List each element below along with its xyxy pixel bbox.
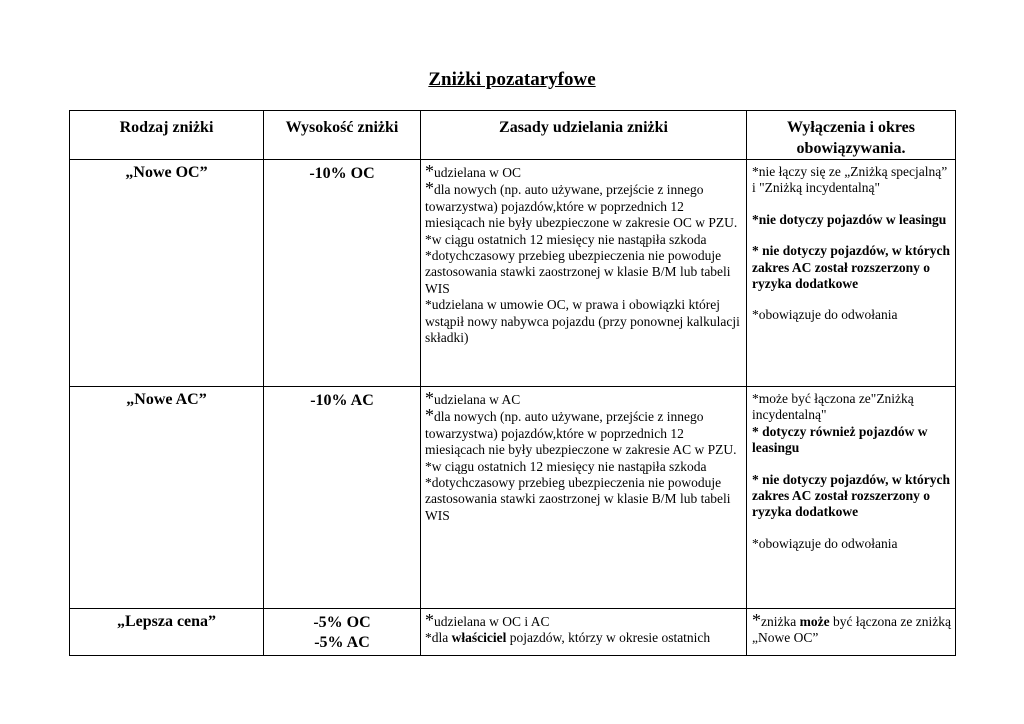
discount-value-line: -10% OC [309,165,375,182]
discount-value [264,609,421,656]
rule-item: *dotychczasowy przebieg ubezpieczenia nie powoduje zastosowania stawki zaostrzonej w klasie B/M lub tabeli WIS [425,248,731,296]
discount-exclusions [747,609,956,656]
discount-rules [421,387,747,609]
discount-value [264,387,421,609]
discount-value-line: -10% AC [310,392,374,409]
rule-item: *dla nowych (np. auto używane, przejście z innego towarzystwa) pojazdów,które w poprzednich 12 miesiącach nie były ubezpieczone w zakresie AC w PZU. [425,405,737,458]
table-row [70,160,956,387]
discount-value-line: -5% AC [314,634,370,651]
discount-exclusions [747,160,956,387]
exclusion-item: *nie łączy się ze „Zniżką specjalną” i "Zniżką incydentalną" [752,164,948,196]
table-row [70,609,956,656]
page-title: Zniżki pozataryfowe [428,69,596,90]
exclusion-item: *może być łączona ze"Zniżką incydentalną" [752,391,914,423]
discount-rules [421,160,747,387]
discount-name: „Nowe OC” [70,160,264,387]
discount-value [264,160,421,387]
rule-item: *udzielana w OC i AC [425,610,550,630]
exclusion-item: * dotyczy również pojazdów w leasingu [752,423,928,456]
rule-item: *udzielana w OC [425,161,521,181]
header-rules: Zasady udzielania zniżki [421,111,747,160]
discount-value-line: -5% OC [313,614,371,631]
header-amount: Wysokość zniżki [264,111,421,160]
rule-item: *w ciągu ostatnich 12 miesięcy nie nastąpiła szkoda [425,231,707,247]
rule-item: *udzielana w AC [425,388,521,408]
discount-exclusions [747,387,956,609]
exclusion-item: * nie dotyczy pojazdów, w których zakres AC został rozszerzony o ryzyka dodatkowe [752,471,950,520]
exclusion-item: *nie dotyczy pojazdów w leasingu [752,211,947,227]
discount-name: „Nowe AC” [70,387,264,609]
exclusion-item: *obowiązuje do odwołania [752,535,898,551]
header-row [70,111,956,160]
discount-name: „Lepsza cena” [70,609,264,656]
rule-item: *dotychczasowy przebieg ubezpieczenia nie powoduje zastosowania stawki zaostrzonej w klasie B/M lub tabeli WIS [425,475,731,523]
rule-item: *udzielana w umowie OC, w prawa i obowiązki której wstąpił nowy nabywca pojazdu (przy ponownej kalkulacji składki) [425,297,740,346]
discount-rules [421,609,747,656]
header-exclusions: Wyłączenia i okres obowiązywania. [747,111,956,160]
rule-item: *w ciągu ostatnich 12 miesięcy nie nastąpiła szkoda [425,458,707,474]
exclusion-item: *zniżka może być łączona ze zniżką „Nowe OC” [752,610,952,646]
rule-item: *dla nowych (np. auto używane, przejście z innego towarzystwa) pojazdów,które w poprzednich 12 miesiącach nie były ubezpieczone w zakresie OC w PZU. [425,178,738,231]
header-type: Rodzaj zniżki [70,111,264,160]
exclusion-item: * nie dotyczy pojazdów, w których zakres AC został rozszerzony o ryzyka dodatkowe [752,243,950,292]
rule-item: *dla właściciel pojazdów, którzy w okresie ostatnich [425,630,711,646]
discount-table [69,110,956,656]
table-row [70,387,956,609]
exclusion-item: *obowiązuje do odwołania [752,307,898,323]
